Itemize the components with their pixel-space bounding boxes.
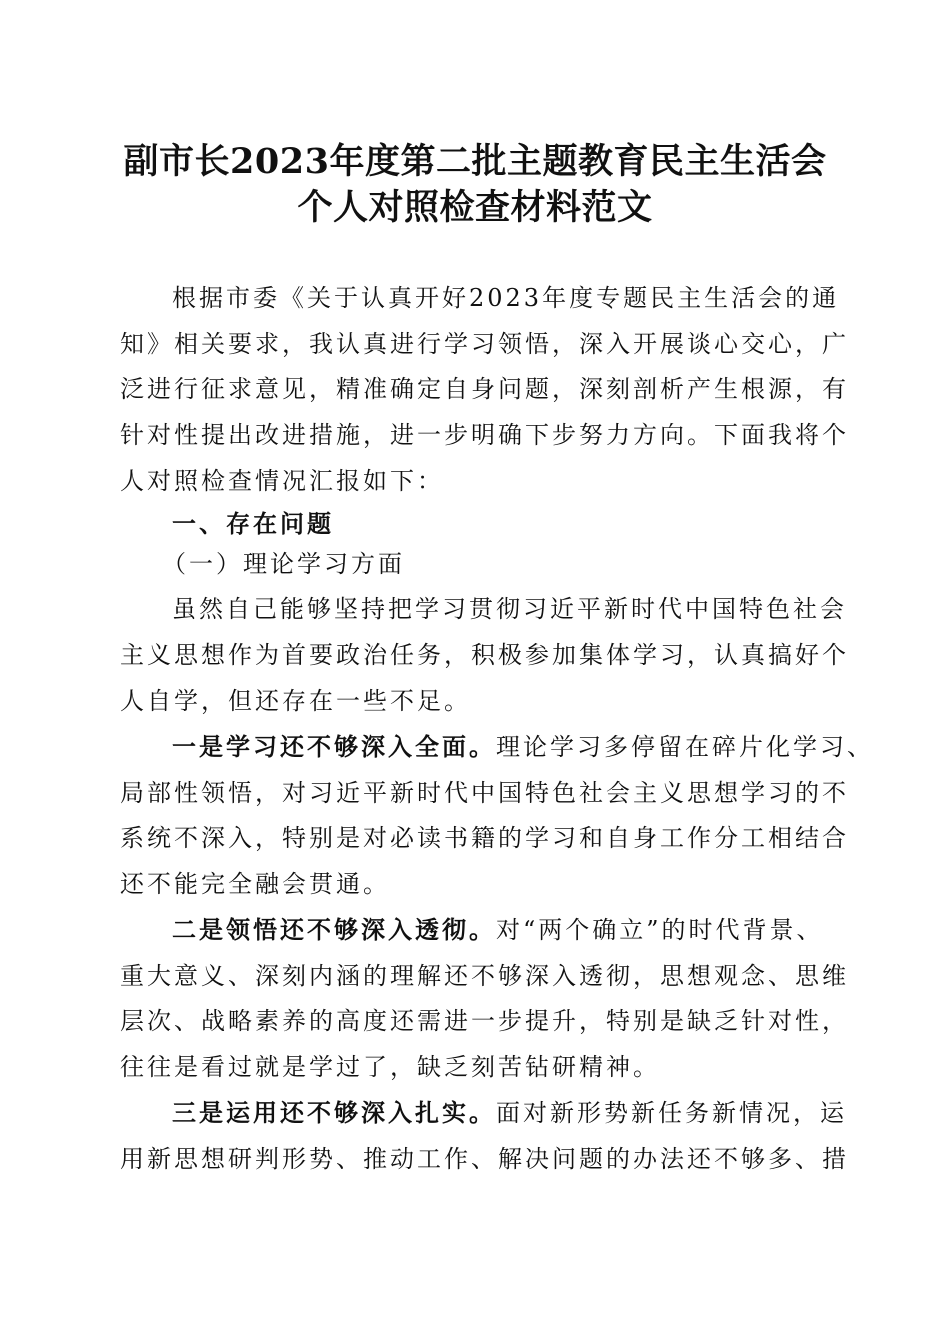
paragraph-line: 人自学，但还存在一些不足。 (120, 687, 471, 715)
point-line: 往往是看过就是学过了，缺乏刻苦钻研精神。 (120, 1053, 660, 1081)
point-line: 层次、战略素养的高度还需进一步提升，特别是缺乏针对性， (120, 1007, 849, 1035)
point-line: 还不能完全融会贯通。 (120, 870, 390, 898)
point-lead: 二是领悟还不够深入透彻。 (172, 915, 496, 944)
section-heading: 一、存在问题 (172, 509, 334, 538)
point-lead: 一是学习还不够深入全面。 (172, 732, 496, 761)
intro-line: 针对性提出改进措施，进一步明确下步努力方向。下面我将个 (120, 421, 849, 449)
intro-line: 泛进行征求意见，精准确定自身问题，深刻剖析产生根源，有 (120, 375, 849, 403)
document-title-line-1: 副市长2023年度第二批主题教育民主生活会 (123, 141, 827, 182)
paragraph-line: 主义思想作为首要政治任务，积极参加集体学习，认真搞好个 (120, 641, 849, 669)
point-line (172, 732, 874, 762)
point-lead: 三是运用还不够深入扎实。 (172, 1098, 496, 1127)
point-line: 系统不深入，特别是对必读书籍的学习和自身工作分工相结合 (120, 824, 849, 852)
point-line: 用新思想研判形势、推动工作、解决问题的办法还不够多、措 (120, 1145, 849, 1173)
intro-line: 人对照检查情况汇报如下： (120, 467, 444, 495)
subsection-heading: （一）理论学习方面 (162, 550, 405, 578)
intro-line: 知》相关要求，我认真进行学习领悟，深入开展谈心交心，广 (120, 330, 849, 358)
point-text: 理论学习多停留在碎片化学习、 (496, 733, 874, 761)
point-text: 对“两个确立”的时代背景、 (496, 916, 824, 944)
point-line (172, 1098, 847, 1128)
point-text: 面对新形势新任务新情况，运 (496, 1099, 847, 1127)
document-title-line-2: 个人对照检查材料范文 (297, 187, 653, 228)
point-line: 重大意义、深刻内涵的理解还不够深入透彻，思想观念、思维 (120, 962, 849, 990)
paragraph-line: 虽然自己能够坚持把学习贯彻习近平新时代中国特色社会 (172, 595, 847, 623)
point-line (172, 915, 824, 945)
intro-line: 根据市委《关于认真开好2023年度专题民主生活会的通 (172, 284, 840, 312)
point-line: 局部性领悟，对习近平新时代中国特色社会主义思想学习的不 (120, 779, 849, 807)
